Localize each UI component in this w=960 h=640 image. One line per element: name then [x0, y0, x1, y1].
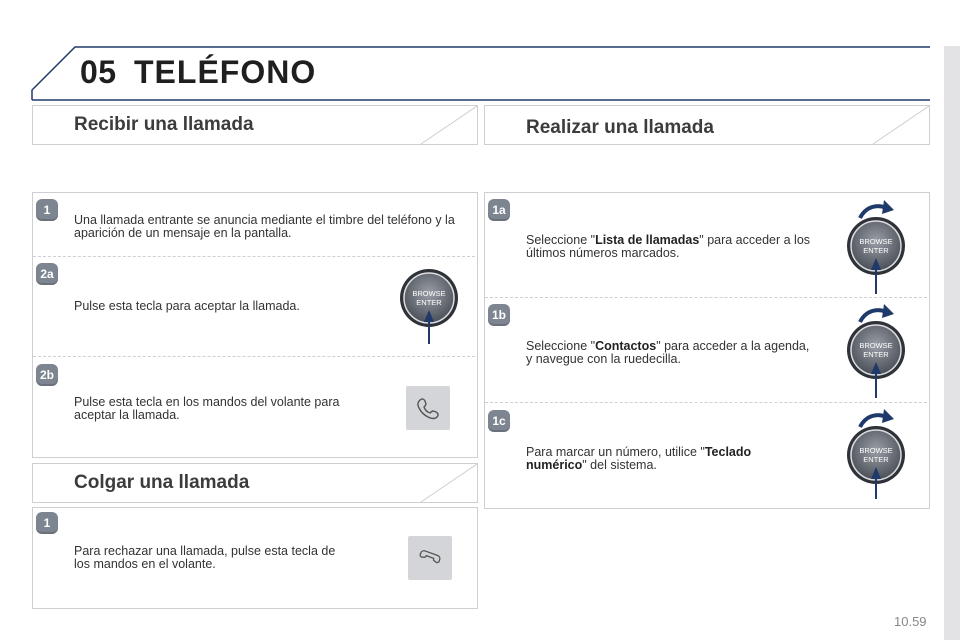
step-1a-text-line2: últimos números marcados.	[526, 246, 680, 260]
svg-text:ENTER: ENTER	[416, 298, 442, 307]
step-2b-text-line1: Pulse esta tecla en los mandos del volante para	[74, 395, 340, 409]
svg-text:BROWSE: BROWSE	[859, 341, 893, 350]
svg-text:ENTER: ENTER	[863, 350, 889, 359]
divider	[485, 297, 927, 298]
side-strip	[944, 46, 960, 640]
step-badge-2a: 2a	[36, 263, 58, 285]
step-1a-text-line1: Seleccione "Lista de llamadas" para acceder a los	[526, 233, 811, 247]
browse-enter-knob-1c[interactable]	[840, 405, 912, 505]
svg-text:BROWSE: BROWSE	[859, 446, 893, 455]
svg-text:BROWSE: BROWSE	[859, 237, 893, 246]
page-number: 10.59	[894, 614, 927, 629]
option-contactos: Contactos	[595, 339, 657, 353]
option-lista-de-llamadas: Lista de llamadas	[595, 233, 700, 247]
section-title-make: Realizar una llamada	[526, 117, 714, 138]
step-1-text: Una llamada entrante se anuncia mediante el timbre del teléfono y la aparición de un mensaje en la pantalla.	[74, 213, 455, 240]
browse-rotate-knob-icon	[840, 300, 912, 400]
step-badge-1a: 1a	[488, 199, 510, 221]
svg-text:ENTER: ENTER	[863, 246, 889, 255]
browse-enter-knob-1b[interactable]	[840, 300, 912, 400]
hangup-text-line1: Para rechazar una llamada, pulse esta tecla de	[74, 544, 336, 558]
browse-rotate-knob-icon	[840, 405, 912, 505]
divider	[33, 256, 475, 257]
step-badge-1b: 1b	[488, 304, 510, 326]
step-1c-text-line2: numérico" del sistema.	[526, 458, 657, 472]
browse-enter-knob[interactable]	[396, 266, 462, 346]
divider	[33, 356, 475, 357]
svg-text:ENTER: ENTER	[863, 455, 889, 464]
section-title-hangup: Colgar una llamada	[74, 472, 250, 493]
step-1b-text-line2: y navegue con la ruedecilla.	[526, 352, 681, 366]
step-badge-1: 1	[36, 199, 58, 221]
step-1b-text-line1: Seleccione "Contactos" para acceder a la agenda,	[526, 339, 810, 353]
phone-hangup-icon	[408, 536, 452, 580]
browse-enter-knob-icon	[396, 266, 462, 346]
steering-hangup-key[interactable]	[408, 536, 452, 580]
step-2b-text-line2: aceptar la llamada.	[74, 408, 180, 422]
browse-enter-knob-1a[interactable]	[840, 196, 912, 296]
hangup-text-line2: los mandos en el volante.	[74, 557, 216, 571]
chapter-title: TELÉFONO	[134, 54, 317, 90]
step-badge-1c: 1c	[488, 410, 510, 432]
svg-text:BROWSE: BROWSE	[412, 289, 446, 298]
step-2a-text: Pulse esta tecla para aceptar la llamada.	[74, 299, 300, 313]
option-teclado-numerico: Teclado	[704, 445, 752, 459]
steering-pickup-key[interactable]	[406, 386, 450, 430]
divider	[485, 402, 927, 403]
step-badge-hangup-1: 1	[36, 512, 58, 534]
step-1c-text-line1: Para marcar un número, utilice "Teclado	[526, 445, 752, 459]
phone-pickup-icon	[406, 386, 450, 430]
step-badge-2b: 2b	[36, 364, 58, 386]
browse-rotate-knob-icon	[840, 196, 912, 296]
section-title-receive: Recibir una llamada	[74, 114, 254, 135]
chapter-number: 05	[80, 54, 117, 90]
